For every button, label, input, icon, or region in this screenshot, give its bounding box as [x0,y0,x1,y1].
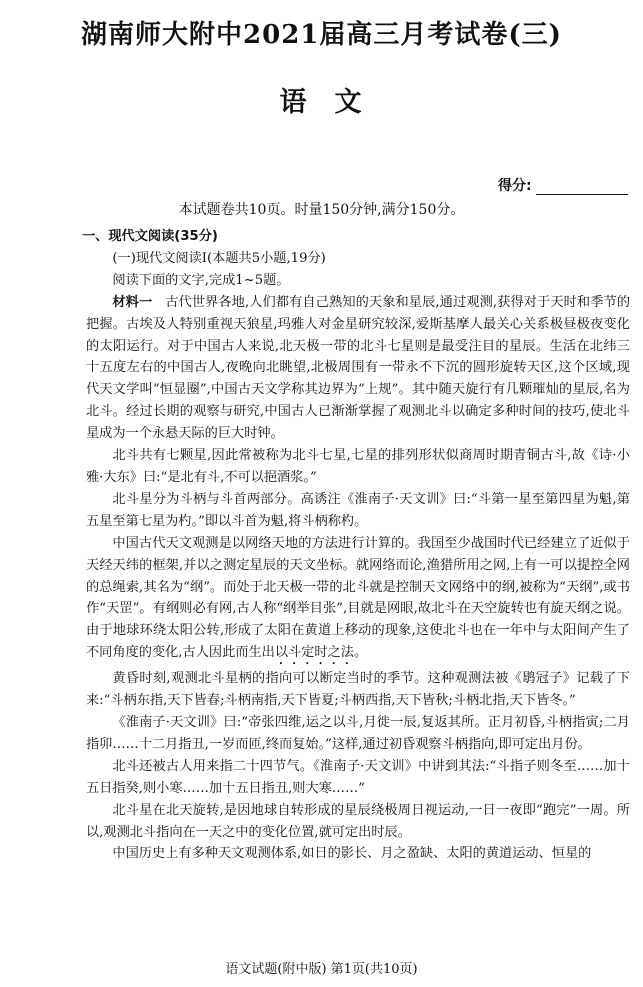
material-label: 材料一 [112,294,153,310]
paragraph: 材料一 古代世界各地,人们都有自己熟知的天象和星辰,通过观测,获得对于天时和季节的把握。古埃及人特别重视天狼星,玛雅人对金星研究较深,爱斯基摩人最关心关系极昼极夜变化的太阳运行。对于中国古人来说,北天极一带的北斗七星则是最受注目的星辰。生活在北纬三十五度左右的中国古人,夜晚向北眺望,北极周围有一带永不下沉的圆形旋转天区,这个区域,现代天文学叫“恒显圈”,中国古天文学称其边界为“上规”。其中随天旋行有几颗璀灿的星辰,名为北斗。经过长期的观察与研究,中国古人已渐渐掌握了观测北斗以确定多种时间的技巧,使北斗星成为一个永悬天际的巨大时钟。 [86,294,631,442]
subject-title: 语文 [279,87,390,118]
score-label: 得分: [498,178,532,194]
paragraph: 北斗还被古人用来指二十四节气。《淮南子·天文训》中讲到其法:“斗指子则冬至……加十五日指癸,则小寒……加十五日指丑,则大寒……” [86,758,630,796]
sub-heading: (一)现代文阅读Ⅰ(本题共5小题,19分) [112,250,326,266]
instruction: 阅读下面的文字,完成1~5题。 [112,272,290,288]
paragraph: 北斗星在北天旋转,是因地球自转形成的星辰绕极周日视运动,一日一夜即“跑完”一周。所以,观测北斗指向在一天之中的变化位置,就可定出时辰。 [86,802,630,840]
paragraph: 北斗共有七颗星,因此常被称为北斗七星,七星的排列形状似商周时期青铜古斗,故《诗·小雅·大东》曰:“是北有斗,不可以挹酒浆。” [86,448,630,485]
reading-body [82,226,631,865]
score-blank [536,180,628,195]
exam-info: 本试题卷共10页。时量150分钟,满分150分。 [178,202,465,218]
exam-title: 湖南师大附中2021届高三月考试卷(三) [81,20,562,50]
paragraph: 北斗星分为斗柄与斗首两部分。高诱注《淮南子·天文训》曰:“斗第一星至第四星为魁,第五星至第七星为杓。”即以斗首为魁,将斗柄称杓。 [86,491,630,529]
paragraph: 黄昏时刻,观测北斗星柄的指向可以断定当时的季节。这种观测法被《鹖冠子》记载了下来:“斗柄东指,天下皆春;斗柄南指,天下皆夏;斗柄西指,天下皆秋;斗柄北指,天下皆冬。” [86,671,630,709]
score-field [498,175,628,195]
page-footer: 语文试题(附中版) 第1页(共10页) [225,962,418,977]
paragraph: 《淮南子·天文训》曰:“帝张四维,运之以斗,月徙一辰,复返其所。正月初昏,斗柄指寅;二月指卯……十二月指丑,一岁而匝,终而复始。”这样,通过初昏观察斗柄指向,即可定出月份。 [86,715,630,752]
paragraph: 中国古代天文观测是以网络天地的方法进行计算的。我国至少战国时代已经建立了近似于天经天纬的框架,并以之测定星辰的天文坐标。就网络而论,渔猎所用之网,上有一可以提控全网的总绳索,其名为“纲”。而处于北天极一带的北斗就是控制天文网络中的纲,被称为“天纲”,或书作“天罡”。有纲则必有网,古人称“纲举目张”,目就是网眼,故北斗在天空旋转也有旋天纲之说。由于地球环绕太阳公转,形成了太阳在黄道上移动的现象,这使北斗也在一年中与太阳间产生了不同角度的变化,古人因此而生出以斗定时之法。 [86,535,630,661]
dotted-text: 以斗定时之法 [274,645,354,661]
paragraph: 中国历史上有多种天文观测体系,如日的影长、月之盈缺、太阳的黄道运动、恒星的 [112,846,592,862]
section-heading: 一、现代文阅读(35分) [82,229,218,244]
